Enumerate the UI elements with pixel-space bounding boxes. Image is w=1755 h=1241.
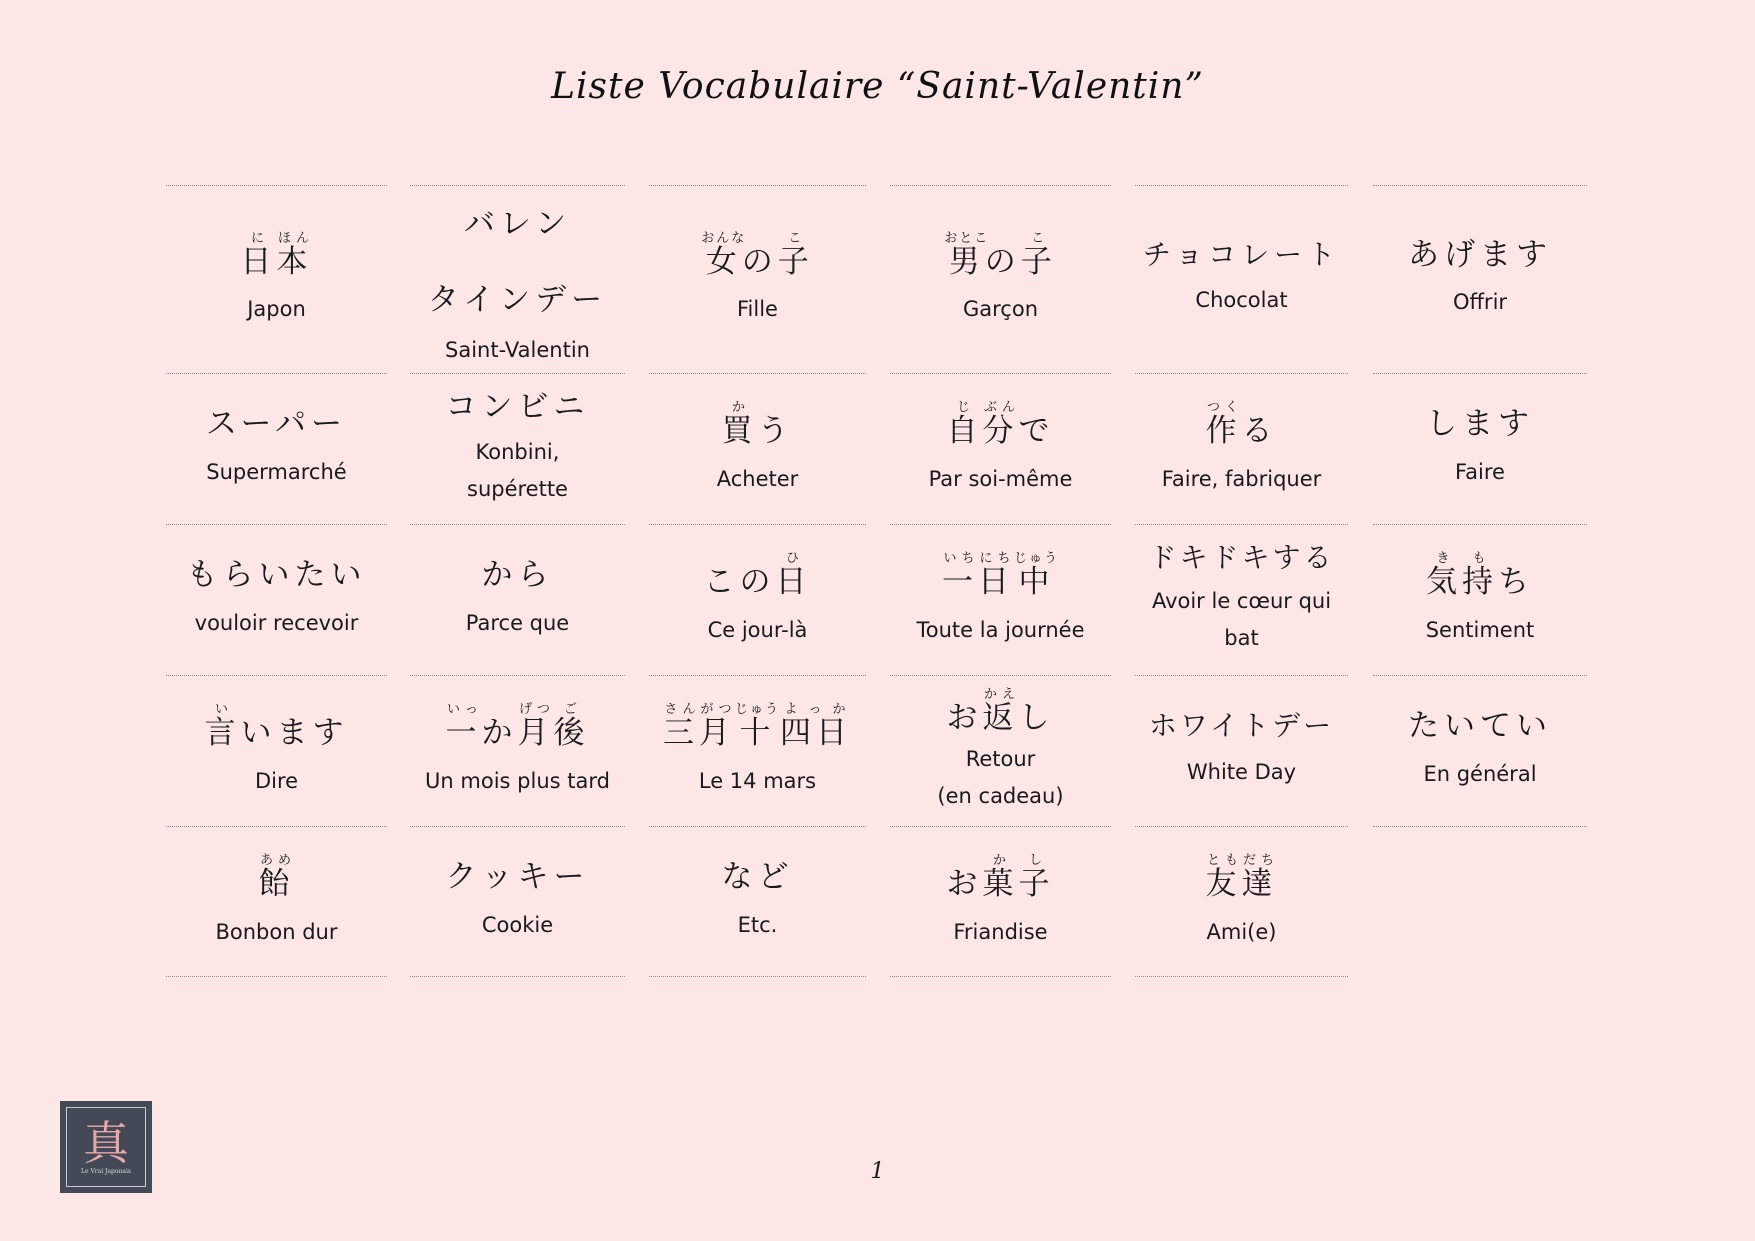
japanese-word: ホワイトデー — [1148, 709, 1335, 743]
vocab-card — [166, 374, 387, 524]
vocab-card — [1373, 374, 1587, 524]
french-translation: Fille — [737, 297, 778, 322]
vocab-card — [649, 374, 866, 524]
japanese-word: クッキー — [445, 859, 590, 896]
vocab-card — [890, 525, 1111, 675]
french-translation: Cookie — [481, 912, 554, 937]
page-number: 1 — [870, 1159, 885, 1184]
french-translation: Par soi-même — [928, 466, 1073, 491]
vocab-card — [890, 827, 1111, 977]
japanese-word: チョコレート — [1142, 237, 1341, 271]
japanese-word: ドキドキする — [1148, 540, 1335, 574]
japanese-word: 女おんなの子こ — [701, 230, 814, 280]
french-translation: White Day — [1186, 759, 1297, 784]
vocab-card — [649, 827, 866, 977]
vocab-card — [1135, 676, 1348, 826]
vocab-card — [890, 186, 1111, 373]
japanese-word: 飴あめ — [258, 853, 295, 903]
vocab-card — [1135, 827, 1348, 977]
vocab-card — [166, 676, 387, 826]
french-translation: Le 14 mars — [698, 768, 817, 793]
japanese-word: あげます — [1408, 236, 1552, 273]
french-translation: Retour (en cadeau) — [937, 747, 1064, 809]
french-translation: Etc. — [737, 912, 778, 937]
vocab-card — [1373, 525, 1587, 675]
vocab-card — [410, 374, 625, 524]
japanese-word: 一日いちにち中じゅう — [941, 551, 1059, 601]
japanese-word: もらいたい — [186, 557, 367, 594]
vocab-card — [1373, 676, 1587, 826]
vocab-card — [1373, 186, 1587, 373]
japanese-word: お返かえし — [946, 686, 1055, 736]
french-translation: Saint-Valentin — [445, 338, 590, 362]
french-translation: Japon — [247, 297, 306, 322]
french-translation: Parce que — [465, 610, 570, 635]
japanese-word: たいてい — [1408, 708, 1552, 745]
japanese-word: バレン タインデー — [427, 206, 608, 318]
logo-kanji: 真 — [83, 1115, 129, 1170]
page-title: Liste Vocabulaire “Saint-Valentin” — [551, 66, 1204, 107]
french-translation: Faire — [1455, 459, 1505, 484]
french-translation: vouloir recevoir — [194, 610, 359, 635]
french-translation: Bonbon dur — [215, 919, 338, 944]
japanese-word: 自じ分ぶんで — [946, 400, 1055, 450]
japanese-word: など — [721, 859, 794, 896]
japanese-word: 一いっか月げつ後ご — [445, 702, 590, 752]
vocab-card — [1135, 374, 1348, 524]
french-translation: Offrir — [1452, 290, 1508, 315]
japanese-word: 男おとこの子こ — [944, 230, 1057, 280]
french-translation: Ce jour-là — [707, 617, 808, 642]
french-translation: Ami(e) — [1206, 919, 1277, 944]
japanese-word: 三月さんがつ十じゅう四日よっか — [662, 702, 852, 752]
french-translation: Chocolat — [1195, 288, 1288, 313]
japanese-word: 買かう — [721, 400, 794, 450]
vocab-card — [890, 676, 1111, 826]
french-translation: Supermarché — [206, 459, 347, 484]
french-translation: Konbini, supérette — [467, 440, 568, 502]
french-translation: Acheter — [716, 466, 799, 491]
french-translation: Un mois plus tard — [425, 768, 610, 793]
vocab-card — [1135, 525, 1348, 675]
vocab-card — [166, 827, 387, 977]
japanese-word: 気き持もち — [1426, 551, 1534, 601]
vocab-card — [649, 186, 866, 373]
vocab-card — [410, 186, 625, 373]
japanese-word: 作つくる — [1205, 400, 1278, 450]
vocab-card — [649, 676, 866, 826]
french-translation: Toute la journée — [916, 617, 1085, 642]
french-translation: Sentiment — [1425, 617, 1535, 642]
vocab-card — [410, 525, 625, 675]
french-translation: Faire, fabriquer — [1161, 466, 1322, 491]
french-translation: Avoir le cœur qui bat — [1151, 589, 1332, 651]
french-translation: Garçon — [962, 297, 1039, 322]
french-translation: Dire — [254, 768, 299, 793]
vocab-card — [1135, 186, 1348, 373]
vocab-card — [166, 525, 387, 675]
japanese-word: 日に本ほん — [240, 230, 313, 280]
vocab-card — [410, 676, 625, 826]
japanese-word: 友達ともだち — [1205, 853, 1278, 903]
vocab-card — [649, 525, 866, 675]
japanese-word: します — [1426, 406, 1534, 443]
japanese-word: コンビニ — [445, 388, 590, 425]
japanese-word: から — [481, 557, 554, 594]
french-translation: En général — [1423, 761, 1537, 786]
vocab-card — [890, 374, 1111, 524]
japanese-word: スーパー — [206, 406, 347, 443]
logo-caption: Le Vrai Japonais — [81, 1167, 131, 1175]
japanese-word: お菓か子し — [946, 853, 1055, 903]
vocab-card — [166, 186, 387, 373]
japanese-word: この日ひ — [703, 551, 812, 601]
french-translation: Friandise — [953, 919, 1048, 944]
vocab-card — [410, 827, 625, 977]
japanese-word: 言いいます — [204, 702, 349, 752]
